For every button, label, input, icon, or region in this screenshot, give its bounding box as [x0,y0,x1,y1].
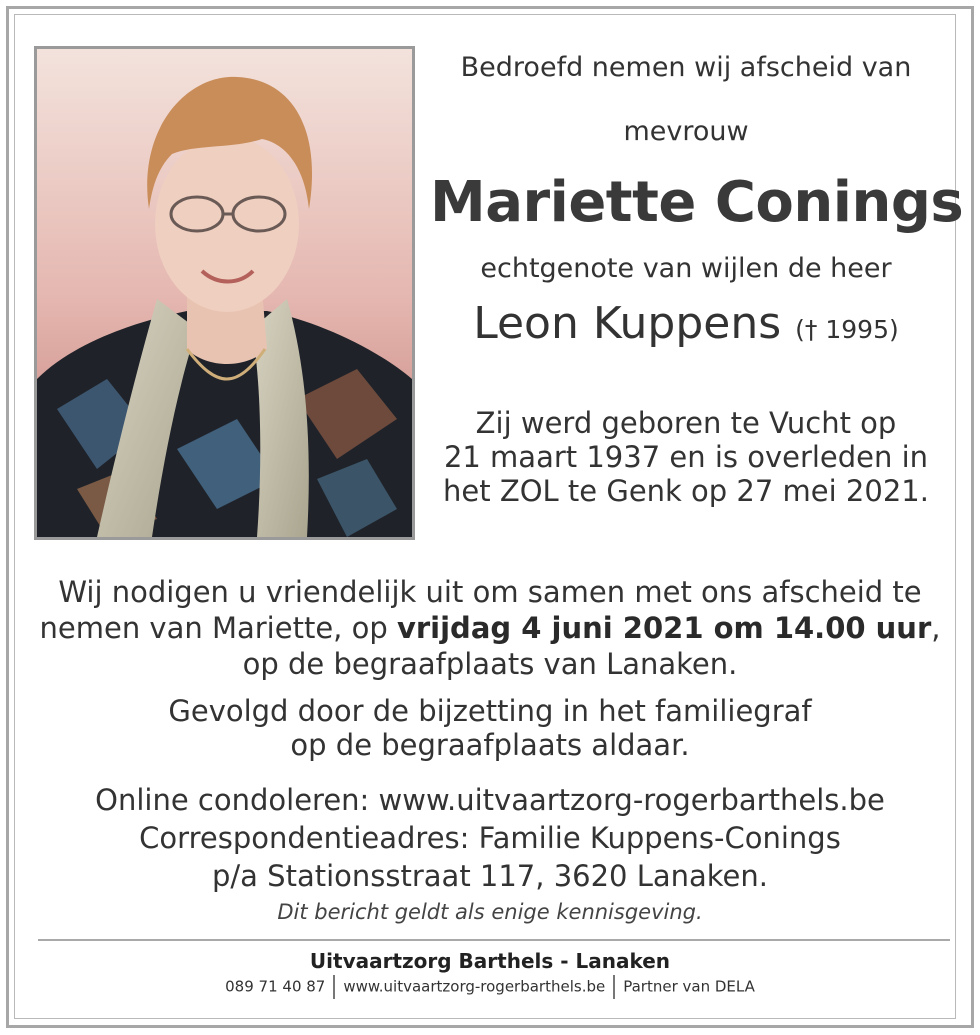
invitation-line-2 [20,610,960,646]
portrait-photo [34,46,415,540]
invitation-line-2-post: , [931,611,941,645]
spouse-death-year: († 1995) [795,315,899,344]
relation-text: echtgenote van wijlen de heer [480,253,892,284]
footer-separator [333,975,335,999]
company-name: Uitvaartzorg Barthels - Lanaken [309,949,671,973]
invitation-line-2-pre: nemen van Mariette, op [39,611,397,645]
birth-line-3: het ZOL te Genk op 27 mei 2021. [443,474,929,508]
invitation-line-3: op de begraafplaats van Lanaken. [242,647,738,681]
footer-partner: Partner van DELA [623,977,755,996]
footer-contact [20,975,960,999]
title-prefix: mevrouw [623,116,749,147]
contact-info [20,781,960,895]
portrait-illustration [37,49,412,537]
ceremony-datetime: vrijdag 4 juni 2021 om 14.00 uur [396,611,932,645]
burial-info [20,694,960,762]
burial-line-2: op de begraafplaats aldaar. [290,728,690,762]
intro-text: Bedroefd nemen wij afscheid van [460,52,912,83]
spouse-name: Leon Kuppens [473,298,782,349]
burial-line-1: Gevolgd door de bijzetting in het familiegraf [168,694,812,728]
correspondence-address-line-1: Correspondentieadres: Familie Kuppens-Conings [139,821,841,855]
footer-divider [38,939,950,941]
birth-line-2: 21 maart 1937 en is overleden in [443,440,929,474]
footer-website: www.uitvaartzorg-rogerbarthels.be [343,977,606,996]
spouse-line [430,298,942,349]
online-condolences: Online condoleren: www.uitvaartzorg-rogerbarthels.be [95,783,885,817]
deceased-name: Mariette Conings [430,170,964,235]
footer-phone: 089 71 40 87 [225,977,326,996]
correspondence-address-line-2: p/a Stationsstraat 117, 3620 Lanaken. [212,859,768,893]
invitation [20,574,960,682]
notice-text: Dit bericht geldt als enige kennisgeving. [277,900,703,924]
footer-separator [613,975,615,999]
birth-death-info [430,406,942,508]
birth-line-1: Zij werd geboren te Vucht op [475,406,897,440]
invitation-line-1: Wij nodigen u vriendelijk uit om samen met ons afscheid te [58,575,922,609]
